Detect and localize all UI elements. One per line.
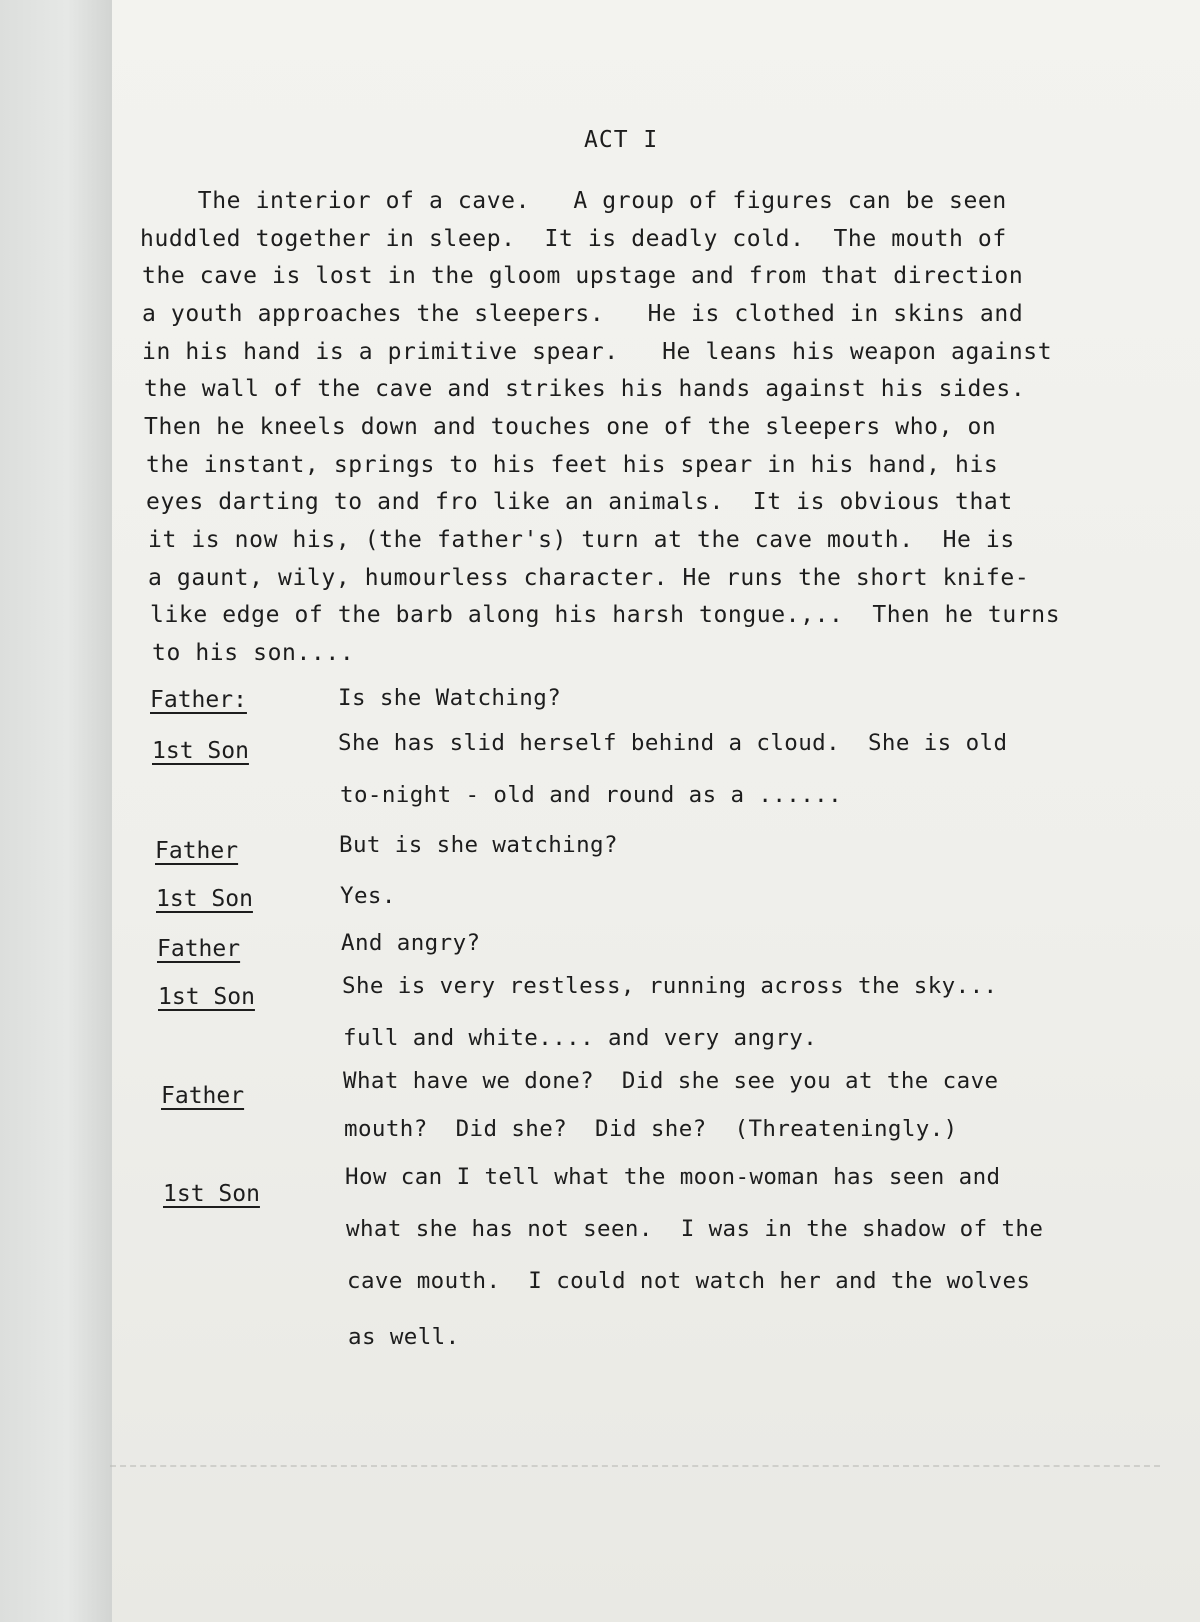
speaker-name: 1st Son	[156, 886, 253, 912]
stage-direction-line: in his hand is a primitive spear. He leans his weapon against	[142, 338, 1053, 365]
dialogue-line: mouth? Did she? Did she? (Threateningly.)	[344, 1116, 958, 1142]
stage-direction-line: huddled together in sleep. It is deadly cold. The mouth of	[140, 225, 1007, 252]
page-fold-line	[110, 1465, 1160, 1467]
stage-direction-line: a gaunt, wily, humourless character. He runs the short knife-	[148, 564, 1030, 591]
speaker-name: 1st Son	[163, 1181, 260, 1207]
stage-direction-line: the cave is lost in the gloom upstage and from that direction	[142, 263, 1024, 290]
speaker-name: Father	[161, 1083, 245, 1109]
stage-direction-line: a youth approaches the sleepers. He is clothed in skins and	[142, 300, 1024, 327]
stage-direction-line: it is now his, (the father's) turn at the cave mouth. He is	[148, 526, 1015, 553]
dialogue-line: How can I tell what the moon-woman has seen and	[345, 1164, 1001, 1190]
stage-direction-line: the instant, springs to his feet his spear in his hand, his	[146, 451, 999, 478]
dialogue-line: What have we done? Did she see you at the cave	[343, 1068, 999, 1094]
speaker-name: Father:	[150, 687, 247, 713]
dialogue-line: what she has not seen. I was in the shadow of the	[346, 1216, 1044, 1242]
speaker-name: Father	[155, 838, 239, 864]
dialogue-line: She has slid herself behind a cloud. She is old	[338, 730, 1008, 756]
dialogue-line: And angry?	[341, 930, 481, 956]
dialogue-line: But is she watching?	[339, 832, 618, 858]
dialogue-line: Is she Watching?	[338, 685, 562, 711]
dialogue-line: cave mouth. I could not watch her and the wolves	[347, 1268, 1031, 1294]
speaker-name: 1st Son	[158, 984, 255, 1010]
stage-direction-line: like edge of the barb along his harsh tongue.,.. Then he turns	[150, 602, 1061, 629]
stage-direction-line: Then he kneels down and touches one of the sleepers who, on	[144, 413, 997, 440]
speaker-name: Father	[157, 936, 241, 962]
stage-direction-line: the wall of the cave and strikes his hands against his sides.	[144, 376, 1026, 403]
dialogue-line: Yes.	[340, 883, 396, 909]
stage-direction-line: The interior of a cave. A group of figures can be seen	[140, 188, 1007, 214]
stage-direction-line: to his son....	[152, 639, 355, 666]
dialogue-line: She is very restless, running across the sky...	[342, 973, 998, 999]
act-title: ACT I	[584, 127, 659, 153]
dialogue-line: to-night - old and round as a ......	[340, 782, 843, 808]
stage-direction-line: eyes darting to and fro like an animals. It is obvious that	[146, 489, 1013, 516]
speaker-name: 1st Son	[152, 738, 249, 764]
dialogue-line: as well.	[348, 1324, 460, 1350]
dialogue-line: full and white.... and very angry.	[343, 1025, 818, 1051]
binder-spine	[0, 0, 113, 1622]
